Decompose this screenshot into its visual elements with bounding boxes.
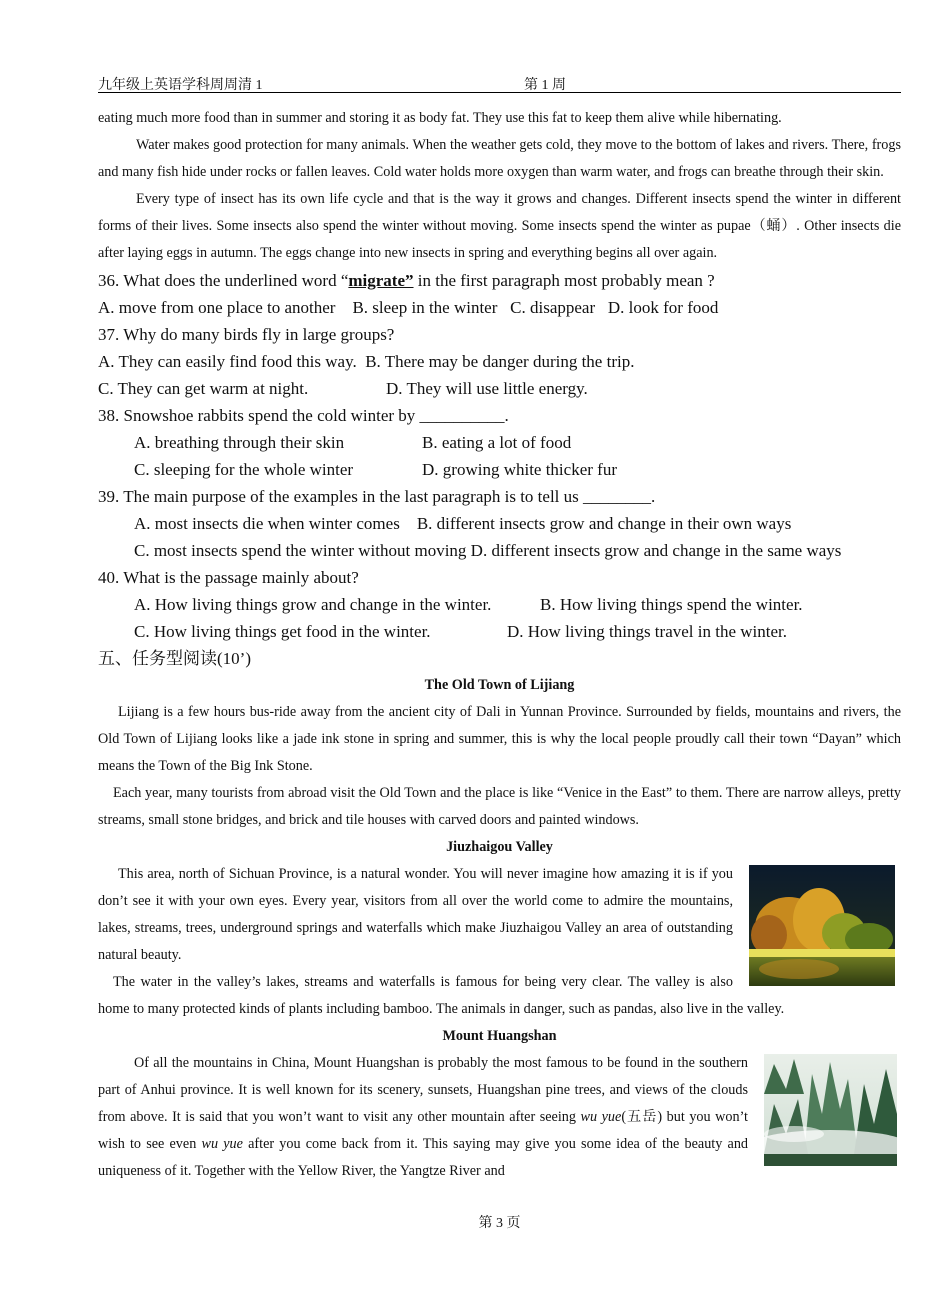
article-paragraph: Of all the mountains in China, Mount Huangshan is probably the most famous to be found in the southern part of Anhui province. It is well known for its scenery, sunsets, Huangshan pine trees, and views of the clouds from above. It is said that you won’t want to visit any other mountain after seeing wu yue(五岳) but you won’t wish to see even wu yue after you come back from it. This saying may give you some idea of the beauty and uniqueness of it. Together with the Yellow River, the Yangtze River and [98, 1055, 749, 1179]
question-36-options: A. move from one place to another B. sleep in the winter C. disappear D. look for food [98, 298, 719, 317]
article-paragraph: The water in the valley’s lakes, streams and waterfalls is famous for being very clear. The valley is also home to many protected kinds of plants including bamboo. The animals in danger, such as pandas, also live in the valley. [98, 974, 785, 1017]
body-text [98, 105, 901, 1185]
passage-paragraph: Every type of insect has its own life cycle and that is the way it grows and changes. Different insects spend the winter in different forms of their lives. Some insects also spend the winter without moving. Some insects spend the winter as pupae（蛹）. Other insects die after laying eggs in autumn. The eggs change into new insects in spring and everything begins all over again. [98, 191, 901, 261]
huangshan-block [98, 1050, 901, 1185]
question-39-options: C. most insects spend the winter without moving D. different insects grow and change in the same ways [134, 541, 842, 560]
underlined-word: migrate” [348, 271, 414, 290]
article-paragraph: Lijiang is a few hours bus-ride away from the ancient city of Dali in Yunnan Province. Surrounded by fields, mountains and rivers, the Old Town of Lijiang looks like a jade ink stone in spring and summer, this is why the local people proudly call their town “Dayan” which means the Town of the Big Ink Stone. [98, 704, 901, 774]
passage-paragraph: Water makes good protection for many animals. When the weather gets cold, they move to the bottom of lakes and rivers. There, frogs and many fish hide under rocks or fallen leaves. Cold water holds more oxygen than warm water, and frogs can breathe through their skin. [98, 137, 901, 180]
question-39: 39. The main purpose of the examples in the last paragraph is to tell us ________. [98, 487, 656, 506]
question-38: 38. Snowshoe rabbits spend the cold winter by __________. [98, 406, 509, 425]
article-title-jiuzhaigou: Jiuzhaigou Valley [446, 839, 553, 855]
article-paragraph: Each year, many tourists from abroad visit the Old Town and the place is like “Venice in the East” to them. There are narrow alleys, pretty streams, small stone bridges, and brick and tile houses with carved doors and painted windows. [98, 785, 901, 828]
question-40-options: A. How living things grow and change in the winter. B. How living things spend the winter. [134, 595, 803, 614]
passage-paragraph: eating much more food than in summer and storing it as body fat. They use this fat to keep them alive while hibernating. [98, 110, 782, 126]
article-title-lijiang: The Old Town of Lijiang [424, 677, 575, 693]
question-37-options: C. They can get warm at night. D. They will use little energy. [98, 379, 588, 398]
page-header [98, 72, 901, 93]
jiuzhaigou-block [98, 861, 901, 1023]
header-left: 九年级上英语学科周周清 1 [98, 78, 263, 93]
article-paragraph: This area, north of Sichuan Province, is a natural wonder. You will never imagine how amazing it is if you don’t see it with your own eyes. Every year, visitors from all over the world come to admire the mountains, lakes, streams, trees, underground springs and waterfalls which make Jiuzhaigou Valley an area of outstanding natural beauty. [98, 866, 733, 963]
article-title-huangshan: Mount Huangshan [442, 1028, 557, 1044]
question-36: 36. What does the underlined word “migrate” in the first paragraph most probably mean ? [98, 271, 715, 290]
jiuzhaigou-photo [749, 865, 895, 986]
question-38-options: A. breathing through their skin B. eating a lot of food [134, 433, 572, 452]
question-40-options: C. How living things get food in the winter. D. How living things travel in the winter. [134, 622, 787, 641]
question-38-options: C. sleeping for the whole winter D. growing white thicker fur [134, 460, 617, 479]
question-37: 37. Why do many birds fly in large groups? [98, 325, 395, 344]
huangshan-photo [764, 1054, 897, 1166]
question-40: 40. What is the passage mainly about? [98, 568, 359, 587]
header-center: 第 1 周 [524, 78, 566, 93]
page-footer: 第 3 页 [478, 1216, 521, 1231]
question-39-options: A. most insects die when winter comes B. different insects grow and change in their own ways [134, 514, 792, 533]
section-heading: 五、任务型阅读(10’) [98, 649, 251, 668]
question-37-options: A. They can easily find food this way. B. There may be danger during the trip. [98, 352, 635, 371]
